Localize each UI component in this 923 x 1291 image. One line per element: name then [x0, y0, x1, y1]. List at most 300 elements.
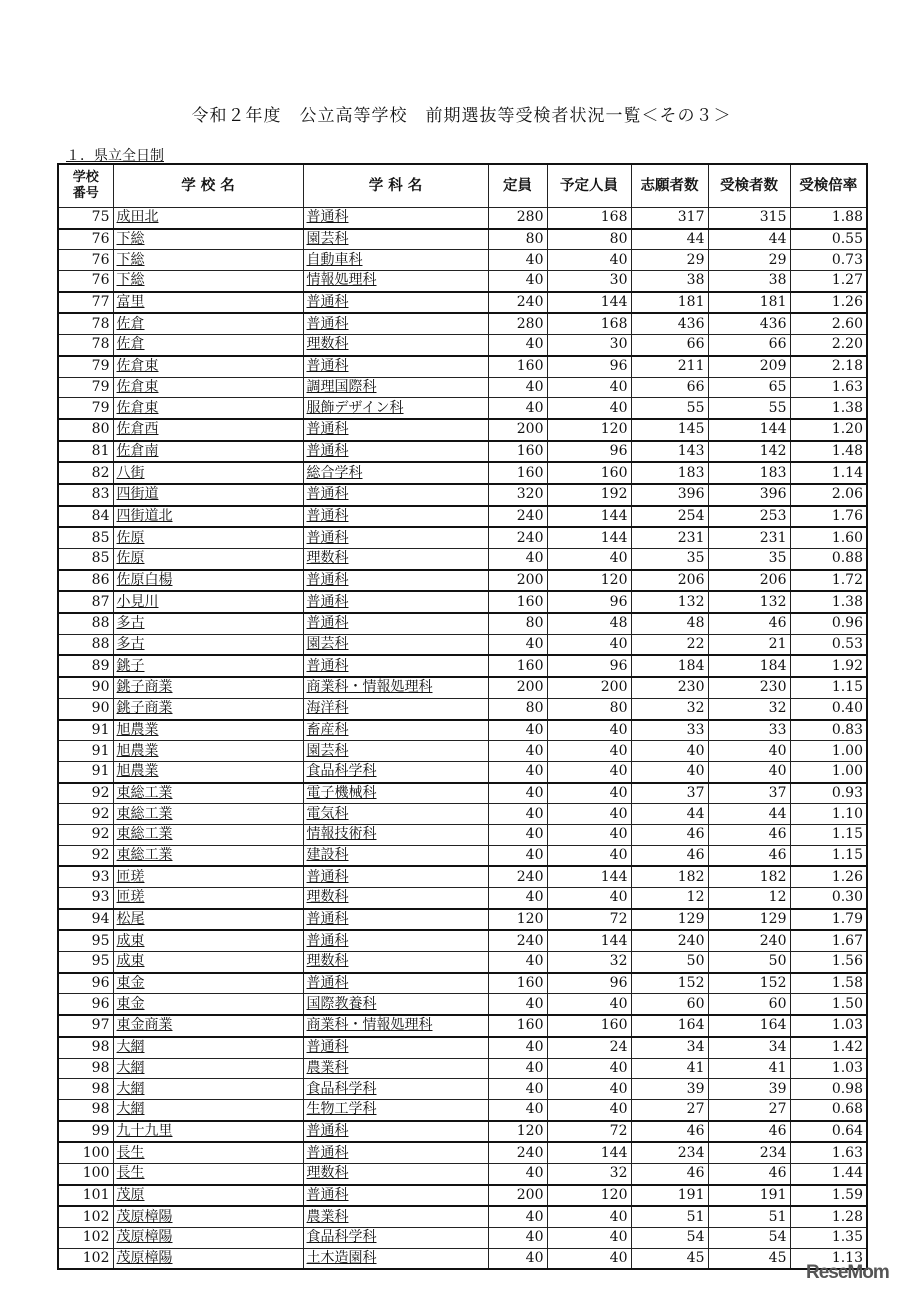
header-school-number-label: 学校 番号	[72, 170, 99, 201]
cell-ratio: 2.20	[790, 335, 867, 356]
table-row	[58, 1248, 867, 1269]
cell-capacity: 40	[488, 845, 547, 866]
cell-school-name: 四街道北	[113, 506, 303, 528]
table-row	[58, 677, 867, 698]
cell-examinees: 40	[708, 741, 790, 762]
cell-planned: 144	[547, 506, 631, 528]
header-department: 学 科 名	[303, 164, 488, 208]
table-row	[58, 377, 867, 398]
cell-capacity: 40	[488, 377, 547, 398]
cell-applicants: 183	[631, 462, 708, 484]
cell-school-name: 佐倉西	[113, 419, 303, 441]
cell-school-number: 82	[58, 462, 113, 484]
cell-capacity: 120	[488, 909, 547, 931]
cell-school-name: 富里	[113, 292, 303, 314]
cell-capacity: 320	[488, 484, 547, 506]
cell-department: 理数科	[303, 335, 488, 356]
cell-school-name: 長生	[113, 1142, 303, 1163]
cell-planned: 40	[547, 741, 631, 762]
cell-examinees: 129	[708, 909, 790, 931]
cell-examinees: 253	[708, 506, 790, 528]
cell-department: 情報処理科	[303, 271, 488, 292]
cell-school-number: 80	[58, 419, 113, 441]
cell-school-name: 銚子商業	[113, 677, 303, 698]
cell-department: 食品科学科	[303, 1079, 488, 1100]
cell-school-name: 多古	[113, 613, 303, 634]
cell-applicants: 44	[631, 804, 708, 825]
table-row	[58, 804, 867, 825]
cell-capacity: 40	[488, 1037, 547, 1058]
cell-planned: 30	[547, 271, 631, 292]
cell-school-name: 小見川	[113, 591, 303, 613]
cell-school-name: 匝瑳	[113, 888, 303, 909]
cell-capacity: 40	[488, 271, 547, 292]
header-examinees: 受検者数	[708, 164, 790, 208]
cell-examinees: 51	[708, 1206, 790, 1227]
table-row	[58, 1058, 867, 1079]
cell-school-name: 茂原樟陽	[113, 1228, 303, 1249]
cell-examinees: 12	[708, 888, 790, 909]
cell-ratio: 1.38	[790, 591, 867, 613]
table-row	[58, 591, 867, 613]
cell-applicants: 436	[631, 313, 708, 334]
header-school-name: 学 校 名	[113, 164, 303, 208]
cell-applicants: 230	[631, 677, 708, 698]
cell-ratio: 0.73	[790, 250, 867, 271]
cell-ratio: 0.53	[790, 634, 867, 655]
cell-department: 情報技術科	[303, 824, 488, 845]
cell-applicants: 206	[631, 570, 708, 592]
table-row	[58, 698, 867, 719]
cell-ratio: 1.92	[790, 655, 867, 677]
cell-ratio: 1.60	[790, 527, 867, 548]
cell-planned: 32	[547, 1163, 631, 1184]
cell-ratio: 0.98	[790, 1079, 867, 1100]
cell-planned: 120	[547, 570, 631, 592]
cell-capacity: 40	[488, 952, 547, 973]
cell-school-number: 81	[58, 441, 113, 463]
cell-school-number: 77	[58, 292, 113, 314]
cell-examinees: 50	[708, 952, 790, 973]
table-row	[58, 1121, 867, 1143]
table-row	[58, 866, 867, 887]
cell-school-number: 98	[58, 1058, 113, 1079]
cell-planned: 40	[547, 761, 631, 782]
cell-ratio: 1.00	[790, 741, 867, 762]
cell-school-name: 佐倉	[113, 313, 303, 334]
cell-planned: 40	[547, 845, 631, 866]
cell-school-number: 76	[58, 271, 113, 292]
cell-department: 理数科	[303, 549, 488, 570]
cell-capacity: 40	[488, 1099, 547, 1120]
table-header-row	[58, 164, 867, 208]
cell-department: 普通科	[303, 419, 488, 441]
cell-capacity: 160	[488, 441, 547, 463]
cell-ratio: 1.13	[790, 1248, 867, 1269]
cell-capacity: 160	[488, 462, 547, 484]
cell-department: 土木造園科	[303, 1248, 488, 1269]
table-row	[58, 229, 867, 250]
cell-planned: 40	[547, 549, 631, 570]
cell-examinees: 230	[708, 677, 790, 698]
cell-examinees: 240	[708, 930, 790, 951]
cell-examinees: 45	[708, 1248, 790, 1269]
cell-examinees: 209	[708, 356, 790, 377]
cell-school-name: 銚子	[113, 655, 303, 677]
cell-school-name: 大網	[113, 1058, 303, 1079]
cell-department: 普通科	[303, 484, 488, 506]
cell-department: 普通科	[303, 570, 488, 592]
section-heading: １．県立全日制	[66, 148, 164, 164]
cell-examinees: 46	[708, 1163, 790, 1184]
cell-department: 食品科学科	[303, 761, 488, 782]
cell-school-number: 78	[58, 335, 113, 356]
cell-examinees: 44	[708, 804, 790, 825]
cell-planned: 80	[547, 698, 631, 719]
table-row	[58, 506, 867, 528]
table-body	[58, 208, 867, 1270]
cell-capacity: 40	[488, 250, 547, 271]
cell-school-name: 松尾	[113, 909, 303, 931]
cell-applicants: 46	[631, 1121, 708, 1143]
cell-applicants: 317	[631, 208, 708, 229]
cell-capacity: 160	[488, 1015, 547, 1037]
table-row	[58, 250, 867, 271]
cell-department: 生物工学科	[303, 1099, 488, 1120]
cell-school-name: 下総	[113, 229, 303, 250]
cell-examinees: 46	[708, 1121, 790, 1143]
cell-school-name: 大網	[113, 1079, 303, 1100]
cell-ratio: 1.76	[790, 506, 867, 528]
cell-ratio: 1.72	[790, 570, 867, 592]
cell-school-number: 95	[58, 952, 113, 973]
table-row	[58, 783, 867, 804]
cell-applicants: 181	[631, 292, 708, 314]
cell-school-name: 銚子商業	[113, 698, 303, 719]
cell-school-number: 76	[58, 250, 113, 271]
cell-ratio: 1.88	[790, 208, 867, 229]
cell-examinees: 182	[708, 866, 790, 887]
cell-school-name: 旭農業	[113, 720, 303, 741]
cell-capacity: 40	[488, 804, 547, 825]
cell-school-number: 85	[58, 527, 113, 548]
cell-applicants: 132	[631, 591, 708, 613]
cell-planned: 144	[547, 930, 631, 951]
cell-capacity: 40	[488, 634, 547, 655]
cell-examinees: 231	[708, 527, 790, 548]
cell-examinees: 21	[708, 634, 790, 655]
cell-school-number: 91	[58, 761, 113, 782]
cell-applicants: 129	[631, 909, 708, 931]
cell-planned: 40	[547, 1058, 631, 1079]
cell-applicants: 211	[631, 356, 708, 377]
cell-examinees: 46	[708, 824, 790, 845]
cell-applicants: 145	[631, 419, 708, 441]
cell-applicants: 46	[631, 824, 708, 845]
cell-ratio: 1.59	[790, 1185, 867, 1207]
table-row	[58, 1185, 867, 1207]
cell-applicants: 34	[631, 1037, 708, 1058]
cell-department: 商業科・情報処理科	[303, 677, 488, 698]
table-row	[58, 655, 867, 677]
cell-school-number: 100	[58, 1142, 113, 1163]
cell-school-name: 茂原樟陽	[113, 1206, 303, 1227]
cell-applicants: 240	[631, 930, 708, 951]
cell-applicants: 46	[631, 845, 708, 866]
cell-school-number: 91	[58, 720, 113, 741]
cell-school-number: 79	[58, 356, 113, 377]
cell-school-name: 佐倉南	[113, 441, 303, 463]
cell-examinees: 206	[708, 570, 790, 592]
cell-school-name: 東総工業	[113, 783, 303, 804]
cell-planned: 30	[547, 335, 631, 356]
cell-school-name: 下総	[113, 250, 303, 271]
cell-school-number: 101	[58, 1185, 113, 1207]
cell-ratio: 1.56	[790, 952, 867, 973]
cell-planned: 120	[547, 419, 631, 441]
cell-ratio: 0.64	[790, 1121, 867, 1143]
cell-department: 普通科	[303, 527, 488, 548]
table-row	[58, 634, 867, 655]
cell-school-number: 102	[58, 1206, 113, 1227]
cell-planned: 96	[547, 973, 631, 994]
table-row	[58, 952, 867, 973]
cell-school-name: 佐倉	[113, 335, 303, 356]
cell-examinees: 29	[708, 250, 790, 271]
cell-department: 園芸科	[303, 634, 488, 655]
cell-applicants: 55	[631, 398, 708, 419]
cell-ratio: 0.40	[790, 698, 867, 719]
cell-ratio: 1.26	[790, 292, 867, 314]
cell-examinees: 27	[708, 1099, 790, 1120]
cell-capacity: 40	[488, 994, 547, 1015]
cell-examinees: 65	[708, 377, 790, 398]
cell-planned: 32	[547, 952, 631, 973]
cell-department: 普通科	[303, 208, 488, 229]
cell-school-name: 旭農業	[113, 741, 303, 762]
cell-planned: 168	[547, 208, 631, 229]
cell-capacity: 240	[488, 930, 547, 951]
cell-department: 普通科	[303, 441, 488, 463]
cell-applicants: 51	[631, 1206, 708, 1227]
cell-capacity: 120	[488, 1121, 547, 1143]
cell-school-name: 東総工業	[113, 804, 303, 825]
cell-applicants: 54	[631, 1228, 708, 1249]
cell-school-number: 98	[58, 1079, 113, 1100]
cell-capacity: 280	[488, 208, 547, 229]
table-row	[58, 549, 867, 570]
cell-planned: 40	[547, 1079, 631, 1100]
cell-school-number: 102	[58, 1228, 113, 1249]
cell-school-name: 成田北	[113, 208, 303, 229]
table-row	[58, 888, 867, 909]
cell-applicants: 38	[631, 271, 708, 292]
cell-examinees: 40	[708, 761, 790, 782]
cell-capacity: 80	[488, 698, 547, 719]
cell-planned: 40	[547, 804, 631, 825]
cell-department: 食品科学科	[303, 1228, 488, 1249]
cell-examinees: 66	[708, 335, 790, 356]
cell-ratio: 1.63	[790, 1142, 867, 1163]
cell-school-name: 佐倉東	[113, 398, 303, 419]
cell-applicants: 48	[631, 613, 708, 634]
cell-school-number: 83	[58, 484, 113, 506]
cell-planned: 40	[547, 634, 631, 655]
cell-capacity: 40	[488, 1228, 547, 1249]
cell-applicants: 35	[631, 549, 708, 570]
cell-school-number: 97	[58, 1015, 113, 1037]
cell-department: 普通科	[303, 866, 488, 887]
cell-school-name: 匝瑳	[113, 866, 303, 887]
cell-applicants: 37	[631, 783, 708, 804]
cell-department: 理数科	[303, 952, 488, 973]
table-row	[58, 208, 867, 229]
cell-planned: 48	[547, 613, 631, 634]
cell-applicants: 191	[631, 1185, 708, 1207]
cell-ratio: 0.88	[790, 549, 867, 570]
cell-examinees: 34	[708, 1037, 790, 1058]
cell-ratio: 1.38	[790, 398, 867, 419]
cell-school-name: 四街道	[113, 484, 303, 506]
cell-department: 商業科・情報処理科	[303, 1015, 488, 1037]
table-row	[58, 720, 867, 741]
table-row	[58, 570, 867, 592]
cell-capacity: 160	[488, 591, 547, 613]
cell-capacity: 40	[488, 1163, 547, 1184]
cell-applicants: 45	[631, 1248, 708, 1269]
cell-department: 普通科	[303, 1185, 488, 1207]
cell-ratio: 1.63	[790, 377, 867, 398]
cell-planned: 144	[547, 1142, 631, 1163]
table-row	[58, 1099, 867, 1120]
cell-applicants: 50	[631, 952, 708, 973]
cell-examinees: 191	[708, 1185, 790, 1207]
table-row	[58, 441, 867, 463]
table-row	[58, 1228, 867, 1249]
cell-ratio: 0.93	[790, 783, 867, 804]
cell-school-name: 成東	[113, 952, 303, 973]
cell-examinees: 144	[708, 419, 790, 441]
cell-applicants: 182	[631, 866, 708, 887]
cell-school-number: 91	[58, 741, 113, 762]
header-ratio: 受検倍率	[790, 164, 867, 208]
cell-planned: 40	[547, 824, 631, 845]
cell-school-name: 佐倉東	[113, 356, 303, 377]
cell-department: 普通科	[303, 613, 488, 634]
cell-department: 国際教養科	[303, 994, 488, 1015]
cell-applicants: 60	[631, 994, 708, 1015]
cell-department: 普通科	[303, 591, 488, 613]
cell-planned: 96	[547, 356, 631, 377]
cell-school-name: 九十九里	[113, 1121, 303, 1143]
cell-applicants: 396	[631, 484, 708, 506]
table-row	[58, 845, 867, 866]
table-row	[58, 761, 867, 782]
cell-department: 海洋科	[303, 698, 488, 719]
cell-capacity: 40	[488, 549, 547, 570]
cell-capacity: 200	[488, 419, 547, 441]
cell-department: 電子機械科	[303, 783, 488, 804]
cell-school-name: 長生	[113, 1163, 303, 1184]
header-capacity: 定員	[488, 164, 547, 208]
cell-planned: 72	[547, 1121, 631, 1143]
cell-school-number: 75	[58, 208, 113, 229]
table-row	[58, 484, 867, 506]
cell-school-name: 多古	[113, 634, 303, 655]
cell-applicants: 46	[631, 1163, 708, 1184]
cell-planned: 40	[547, 1228, 631, 1249]
table-row	[58, 1142, 867, 1163]
cell-school-number: 86	[58, 570, 113, 592]
cell-department: 普通科	[303, 930, 488, 951]
table-row	[58, 462, 867, 484]
cell-school-name: 下総	[113, 271, 303, 292]
cell-school-number: 96	[58, 994, 113, 1015]
cell-school-name: 佐原	[113, 549, 303, 570]
cell-capacity: 240	[488, 506, 547, 528]
cell-ratio: 1.27	[790, 271, 867, 292]
cell-examinees: 32	[708, 698, 790, 719]
cell-applicants: 234	[631, 1142, 708, 1163]
cell-school-number: 78	[58, 313, 113, 334]
cell-applicants: 143	[631, 441, 708, 463]
cell-examinees: 142	[708, 441, 790, 463]
cell-examinees: 39	[708, 1079, 790, 1100]
cell-ratio: 0.96	[790, 613, 867, 634]
cell-examinees: 152	[708, 973, 790, 994]
cell-applicants: 33	[631, 720, 708, 741]
cell-ratio: 0.83	[790, 720, 867, 741]
cell-department: 理数科	[303, 1163, 488, 1184]
cell-department: 農業科	[303, 1206, 488, 1227]
cell-ratio: 2.06	[790, 484, 867, 506]
cell-school-number: 88	[58, 613, 113, 634]
cell-school-name: 大網	[113, 1099, 303, 1120]
cell-planned: 96	[547, 441, 631, 463]
table-row	[58, 973, 867, 994]
cell-school-name: 東金	[113, 994, 303, 1015]
cell-ratio: 0.30	[790, 888, 867, 909]
cell-ratio: 1.00	[790, 761, 867, 782]
cell-ratio: 1.35	[790, 1228, 867, 1249]
cell-examinees: 46	[708, 613, 790, 634]
cell-department: 総合学科	[303, 462, 488, 484]
cell-planned: 24	[547, 1037, 631, 1058]
cell-capacity: 80	[488, 613, 547, 634]
cell-capacity: 240	[488, 527, 547, 548]
cell-department: 普通科	[303, 1121, 488, 1143]
cell-examinees: 41	[708, 1058, 790, 1079]
cell-planned: 40	[547, 783, 631, 804]
cell-school-number: 93	[58, 866, 113, 887]
table-row	[58, 398, 867, 419]
table-row	[58, 271, 867, 292]
cell-department: 園芸科	[303, 229, 488, 250]
cell-applicants: 66	[631, 377, 708, 398]
cell-capacity: 240	[488, 292, 547, 314]
cell-capacity: 160	[488, 973, 547, 994]
cell-applicants: 164	[631, 1015, 708, 1037]
cell-examinees: 181	[708, 292, 790, 314]
cell-examinees: 184	[708, 655, 790, 677]
cell-school-name: 茂原樟陽	[113, 1248, 303, 1269]
cell-school-number: 102	[58, 1248, 113, 1269]
cell-planned: 40	[547, 398, 631, 419]
table-row	[58, 1206, 867, 1227]
cell-applicants: 22	[631, 634, 708, 655]
cell-examinees: 234	[708, 1142, 790, 1163]
cell-planned: 168	[547, 313, 631, 334]
